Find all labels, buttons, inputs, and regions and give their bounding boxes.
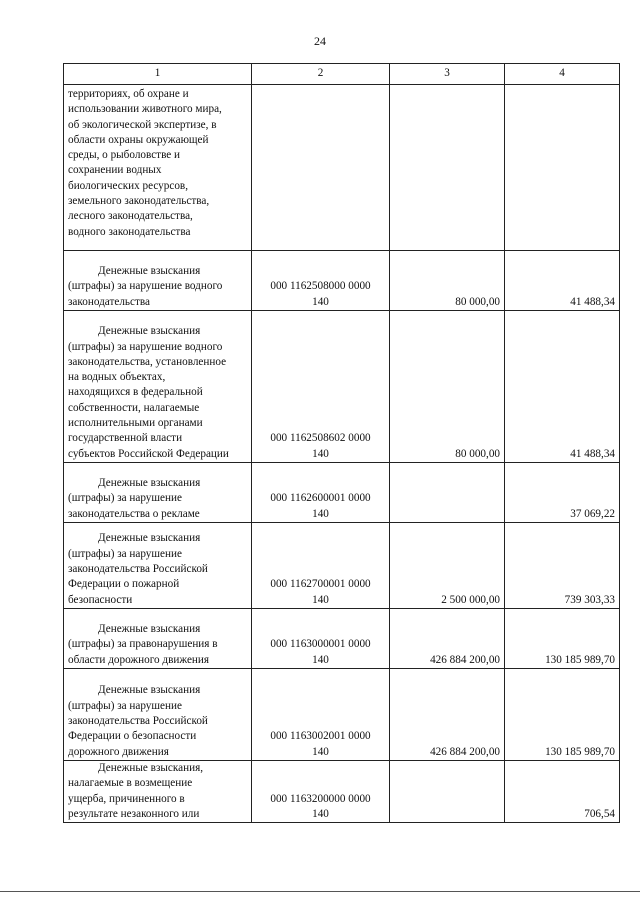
- executed-amount-cell: 130 185 989,70: [505, 668, 620, 760]
- revenue-name-line: находящихся в федеральной: [68, 386, 203, 399]
- table-row: [64, 250, 620, 310]
- executed-amount-cell: 37 069,22: [505, 462, 620, 522]
- revenue-name-line: водного законодательства: [68, 225, 191, 238]
- revenue-name-line: об экологической экспертизе, в: [68, 118, 217, 131]
- budget-code-line: 140: [312, 745, 329, 758]
- approved-amount-cell: 426 884 200,00: [390, 668, 505, 760]
- table-row: [64, 310, 620, 462]
- executed-amount-cell: 41 488,34: [505, 250, 620, 310]
- revenue-name-line: исполнительными органами: [68, 417, 203, 430]
- revenue-name-line: (штрафы) за нарушение водного: [68, 280, 223, 293]
- budget-table: [63, 63, 620, 823]
- revenue-name-line: (штрафы) за нарушение: [68, 492, 182, 505]
- table-row: [64, 522, 620, 608]
- budget-code-cell: [252, 668, 390, 760]
- budget-code-line: 000 1162700001 0000: [270, 578, 371, 591]
- revenue-name-line: государственной власти: [68, 432, 183, 445]
- revenue-name-cell: [64, 85, 252, 251]
- budget-code-line: 000 1163002001 0000: [270, 730, 371, 743]
- budget-code-line: 000 1162600001 0000: [270, 492, 371, 505]
- revenue-name-line: территориях, об охране и: [68, 88, 189, 100]
- revenue-name-line: дорожного движения: [68, 745, 169, 758]
- executed-amount-cell: [505, 85, 620, 251]
- revenue-name-cell: [64, 760, 252, 822]
- revenue-name-cell: [64, 310, 252, 462]
- budget-code-line: 140: [312, 447, 329, 460]
- budget-code-line: 000 1163200000 0000: [270, 792, 371, 805]
- revenue-name-line: земельного законодательства,: [68, 195, 210, 208]
- revenue-name-line: биологических ресурсов,: [68, 179, 189, 192]
- column-number: 2: [252, 64, 390, 85]
- column-number: 3: [390, 64, 505, 85]
- table-row: [64, 85, 620, 251]
- budget-code-cell: [252, 760, 390, 822]
- revenue-name-cell: [64, 250, 252, 310]
- revenue-name-line: налагаемые в возмещение: [68, 777, 193, 790]
- revenue-name-line: законодательства, установленное: [68, 355, 227, 368]
- revenue-name-line: законодательства Российской: [68, 563, 208, 576]
- approved-amount-cell: 2 500 000,00: [390, 522, 505, 608]
- revenue-name-line: лесного законодательства,: [68, 210, 193, 223]
- executed-amount-cell: 739 303,33: [505, 522, 620, 608]
- budget-code-line: 140: [312, 295, 329, 308]
- revenue-name-line: (штрафы) за нарушение: [68, 699, 182, 712]
- table-row: [64, 760, 620, 822]
- revenue-name-line: результате незаконного или: [68, 807, 200, 820]
- budget-code-line: 140: [312, 807, 329, 820]
- executed-amount-cell: 130 185 989,70: [505, 608, 620, 668]
- revenue-name-first-line: Денежные взыскания: [98, 325, 201, 338]
- revenue-name-line: области охраны окружающей: [68, 133, 209, 146]
- revenue-name-line: законодательства о рекламе: [68, 507, 200, 520]
- revenue-name-line: Федерации о безопасности: [68, 730, 197, 743]
- budget-code-line: 140: [312, 593, 329, 606]
- revenue-name-line: ущерба, причиненного в: [68, 792, 185, 805]
- budget-code-cell: [252, 522, 390, 608]
- budget-code-cell: [252, 310, 390, 462]
- revenue-name-line: сохранении водных: [68, 164, 162, 177]
- revenue-name-line: области дорожного движения: [68, 653, 210, 666]
- budget-code-line: 000 1163000001 0000: [270, 638, 371, 651]
- column-number: 4: [505, 64, 620, 85]
- budget-code-cell: [252, 250, 390, 310]
- revenue-name-line: (штрафы) за нарушение водного: [68, 340, 223, 353]
- table-row: [64, 462, 620, 522]
- executed-amount-cell: 41 488,34: [505, 310, 620, 462]
- budget-code-cell: [252, 85, 390, 251]
- revenue-name-line: (штрафы) за нарушение: [68, 547, 182, 560]
- page-number: 24: [314, 34, 326, 48]
- approved-amount-cell: 80 000,00: [390, 250, 505, 310]
- revenue-name-cell: [64, 522, 252, 608]
- executed-amount-cell: 706,54: [505, 760, 620, 822]
- approved-amount-cell: [390, 85, 505, 251]
- budget-code-line: 000 1162508000 0000: [270, 280, 371, 293]
- revenue-name-cell: [64, 608, 252, 668]
- revenue-name-cell: [64, 462, 252, 522]
- revenue-name-first-line: Денежные взыскания: [98, 623, 201, 636]
- budget-code-line: 140: [312, 507, 329, 520]
- approved-amount-cell: [390, 462, 505, 522]
- revenue-name-line: Федерации о пожарной: [68, 578, 180, 591]
- revenue-name-line: законодательства: [68, 295, 150, 308]
- revenue-name-line: среды, о рыболовстве и: [68, 149, 181, 162]
- approved-amount-cell: [390, 760, 505, 822]
- revenue-name-line: использовании животного мира,: [68, 103, 222, 116]
- revenue-name-line: (штрафы) за правонарушения в: [68, 638, 218, 651]
- column-number-row: [64, 64, 620, 85]
- revenue-name-first-line: Денежные взыскания: [98, 477, 201, 490]
- budget-code-cell: [252, 462, 390, 522]
- revenue-name-first-line: Денежные взыскания: [98, 684, 201, 697]
- approved-amount-cell: 426 884 200,00: [390, 608, 505, 668]
- budget-code-cell: [252, 608, 390, 668]
- revenue-name-first-line: Денежные взыскания: [98, 265, 201, 278]
- revenue-name-line: на водных объектах,: [68, 371, 166, 384]
- approved-amount-cell: 80 000,00: [390, 310, 505, 462]
- table-body: [64, 85, 620, 823]
- revenue-name-first-line: Денежные взыскания,: [98, 761, 204, 774]
- table-row: [64, 668, 620, 760]
- table-row: [64, 608, 620, 668]
- revenue-name-line: законодательства Российской: [68, 715, 208, 728]
- column-number: 1: [64, 64, 252, 85]
- revenue-name-line: субъектов Российской Федерации: [68, 447, 229, 460]
- revenue-name-first-line: Денежные взыскания: [98, 532, 201, 545]
- budget-code-line: 140: [312, 653, 329, 666]
- revenue-name-line: собственности, налагаемые: [68, 401, 200, 414]
- budget-code-line: 000 1162508602 0000: [270, 432, 371, 445]
- revenue-name-cell: [64, 668, 252, 760]
- revenue-name-line: безопасности: [68, 593, 133, 606]
- footer-rule: [0, 891, 640, 892]
